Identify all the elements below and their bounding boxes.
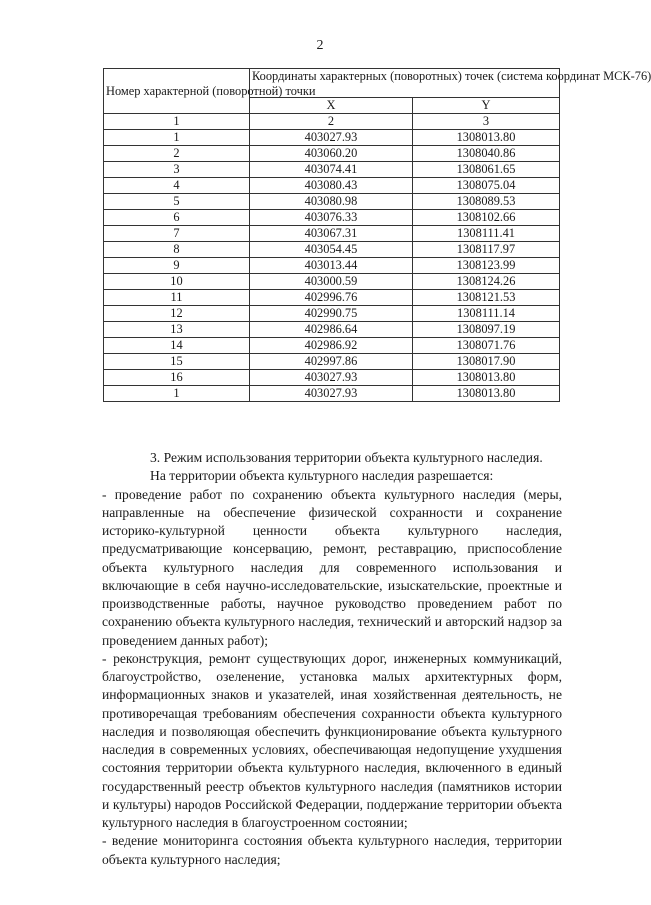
- column-number-2: 2: [250, 114, 413, 130]
- body-text: [102, 449, 562, 869]
- coord-y: 1308040.86: [413, 146, 560, 162]
- point-number: 1: [104, 130, 250, 146]
- coord-y: 1308075.04: [413, 178, 560, 194]
- coord-y: 1308111.41: [413, 226, 560, 242]
- header-coordinates: Координаты характерных (поворотных) точек (система координат МСК-76): [250, 69, 560, 98]
- list-item: - реконструкция, ремонт существующих дорог, инженерных коммуникаций, благоустройство, озеленение, установка малых архитектурных форм, информационных знаков и указателей, иная хозяйственная деятельность, не противоречащая требованиям обеспечения сохранности объекта культурного наследия и позволяющая обеспечить функционирование объекта культурного наследия в современных условиях, обеспечивающая недопущение ухудшения состояния территории объекта культурного наследия, включенного в единый государственный реестр объектов культурного наследия (памятников истории и культуры) народов Российской Федерации, поддержание территории объекта культурного наследия в благоустроенном состоянии;: [102, 650, 562, 830]
- intro-paragraph: На территории объекта культурного наследия разрешается:: [150, 468, 494, 484]
- coord-y: 1308017.90: [413, 354, 560, 370]
- coord-y: 1308117.97: [413, 242, 560, 258]
- coord-x: 403054.45: [250, 242, 413, 258]
- point-number: 8: [104, 242, 250, 258]
- coord-x: 403076.33: [250, 210, 413, 226]
- point-number: 11: [104, 290, 250, 306]
- table-row: [104, 386, 560, 402]
- coord-x: 403080.43: [250, 178, 413, 194]
- table-row: [104, 322, 560, 338]
- table-row: [104, 162, 560, 178]
- point-number: 16: [104, 370, 250, 386]
- coord-x: 403027.93: [250, 370, 413, 386]
- point-number: 10: [104, 274, 250, 290]
- coord-x: 402996.76: [250, 290, 413, 306]
- coord-y: 1308111.14: [413, 306, 560, 322]
- point-number: 7: [104, 226, 250, 242]
- page-number: 2: [316, 38, 324, 53]
- column-number-1: 1: [104, 114, 250, 130]
- coord-y: 1308089.53: [413, 194, 560, 210]
- table-row: [104, 226, 560, 242]
- coord-x: 403000.59: [250, 274, 413, 290]
- coord-y: 1308124.26: [413, 274, 560, 290]
- coord-x: 403060.20: [250, 146, 413, 162]
- point-number: 15: [104, 354, 250, 370]
- point-number: 4: [104, 178, 250, 194]
- point-number: 6: [104, 210, 250, 226]
- table-row: [104, 290, 560, 306]
- table-row: [104, 130, 560, 146]
- coord-x: 403074.41: [250, 162, 413, 178]
- coord-x: 402997.86: [250, 354, 413, 370]
- coordinates-table: [103, 68, 651, 402]
- coord-y: 1308013.80: [413, 386, 560, 402]
- coord-y: 1308013.80: [413, 130, 560, 146]
- point-number: 13: [104, 322, 250, 338]
- coord-x: 402986.92: [250, 338, 413, 354]
- table-row: [104, 274, 560, 290]
- table-row: [104, 370, 560, 386]
- coord-x: 403027.93: [250, 130, 413, 146]
- coord-y: 1308071.76: [413, 338, 560, 354]
- table-row: [104, 354, 560, 370]
- coord-y: 1308121.53: [413, 290, 560, 306]
- coord-y: 1308102.66: [413, 210, 560, 226]
- coord-x: 403027.93: [250, 386, 413, 402]
- point-number: 14: [104, 338, 250, 354]
- coord-y: 1308061.65: [413, 162, 560, 178]
- table-row: [104, 210, 560, 226]
- header-point-number: Номер характерной (поворотной) точки: [104, 69, 250, 114]
- coord-x: 403080.98: [250, 194, 413, 210]
- table-row: [104, 338, 560, 354]
- point-number: 5: [104, 194, 250, 210]
- header-x: X: [250, 98, 413, 114]
- header-y: Y: [413, 98, 560, 114]
- coord-x: 403067.31: [250, 226, 413, 242]
- point-number: 12: [104, 306, 250, 322]
- table-row: [104, 242, 560, 258]
- coord-y: 1308013.80: [413, 370, 560, 386]
- point-number: 9: [104, 258, 250, 274]
- coord-x: 402986.64: [250, 322, 413, 338]
- table-row: [104, 194, 560, 210]
- point-number: 1: [104, 386, 250, 402]
- table-row: [104, 306, 560, 322]
- coord-y: 1308123.99: [413, 258, 560, 274]
- coord-x: 402990.75: [250, 306, 413, 322]
- point-number: 3: [104, 162, 250, 178]
- list-item: - проведение работ по сохранению объекта культурного наследия (меры, направленные на обеспечение физической сохранности и сохранение историко-культурной ценности объекта культурного наследия, предусматривающие консервацию, ремонт, реставрацию, приспособление объекта культурного наследия для современного использования и включающие в себя научно-исследовательские, изыскательские, проектные и производственные работы, научное руководство проведением работ по сохранению объекта культурного наследия, технический и авторский надзор за проведением данных работ);: [102, 486, 562, 648]
- list-item: - ведение мониторинга состояния объекта культурного наследия, территории объекта культурного наследия;: [102, 833, 562, 867]
- table-row: [104, 178, 560, 194]
- coord-y: 1308097.19: [413, 322, 560, 338]
- column-number-3: 3: [413, 114, 560, 130]
- table-row: [104, 258, 560, 274]
- section-heading: 3. Режим использования территории объекта культурного наследия.: [150, 450, 543, 465]
- coord-x: 403013.44: [250, 258, 413, 274]
- table-row: [104, 146, 560, 162]
- point-number: 2: [104, 146, 250, 162]
